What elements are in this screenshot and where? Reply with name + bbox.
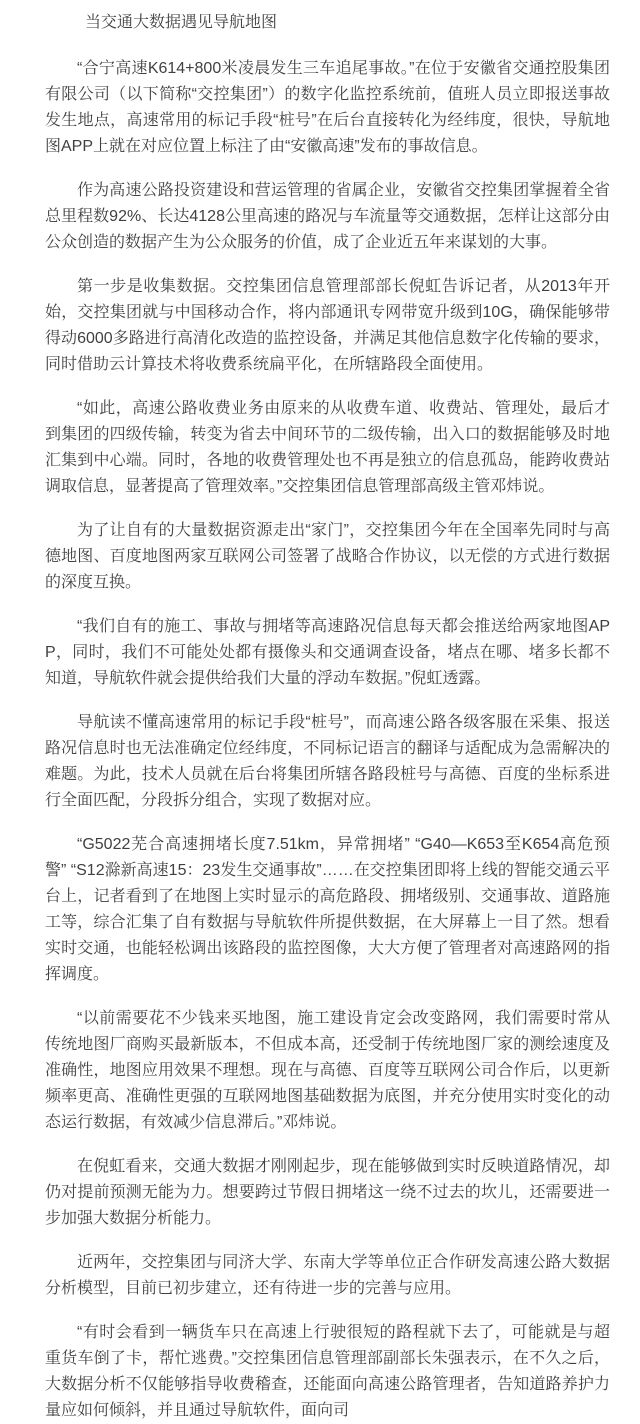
article-title: 当交通大数据遇见导航地图 — [85, 14, 278, 31]
article-paragraph: “合宁高速K614+800米凌晨发生三车追尾事故。”在位于安徽省交通控股集团有限公司（以下简称“交控集团”）的数字化监控系统前，值班人员立即报送事故发生地点，高速常用的标记手段“桩号”在后台直接转化为经纬度，很快，导航地图APP上就在对应位置上标注了由“安徽高速”发布的事故信息。 — [45, 60, 610, 155]
article-paragraph: “有时会看到一辆货车只在高速上行驶很短的路程就下去了，可能就是与超重货车倒了卡，帮忙逃费。”交控集团信息管理部副部长朱强表示，在不久之后，大数据分析不仅能够指导收费稽查，还能面向高速公路管理者，告知道路养护力量应如何倾斜，并且通过导航软件，面向司 — [45, 1324, 610, 1419]
article-paragraph: “以前需要花不少钱来买地图，施工建设肯定会改变路网，我们需要时常从传统地图厂商购买最新版本，不但成本高，还受制于传统地图厂家的测绘速度及准确性，地图应用效果不理想。现在与高德、百度等互联网公司合作后，以更新频率更高、准确性更强的互联网地图基础数据为底图，并充分使用实时变化的动态运行数据，有效减少信息滞后。”邓炜说。 — [45, 1010, 610, 1131]
article-paragraph: 导航读不懂高速常用的标记手段“桩号”，而高速公路各级客服在采集、报送路况信息时也无法准确定位经纬度，不同标记语言的翻译与适配成为急需解决的难题。为此，技术人员就在后台将集团所辖各路段桩号与高德、百度的坐标系进行全面匹配，分段拆分组合，实现了数据对应。 — [45, 714, 610, 809]
article-paragraph: 作为高速公路投资建设和营运管理的省属企业，安徽省交控集团掌握着全省总里程数92%、长达4128公里高速的路况与车流量等交通数据，怎样让这部分由公众创造的数据产生为公众服务的价值，成了企业近五年来谋划的大事。 — [45, 182, 610, 251]
article-body — [45, 56, 610, 1424]
article-paragraph: “如此，高速公路收费业务由原来的从收费车道、收费站、管理处，最后才到集团的四级传输，转变为省去中间环节的二级传输，出入口的数据能够及时地汇集到中心端。同时，各地的收费管理处也不再是独立的信息孤岛，能跨收费站调取信息，显著提高了管理效率。”交控集团信息管理部高级主管邓炜说。 — [45, 400, 610, 495]
article-paragraph: “我们自有的施工、事故与拥堵等高速路况信息每天都会推送给两家地图APP，同时，我们不可能处处都有摄像头和交通调查设备，堵点在哪、堵多长都不知道，导航软件就会提供给我们大量的浮动车数据。”倪虹透露。 — [45, 618, 610, 687]
article-paragraph: 为了让自有的大量数据资源走出“家门”，交控集团今年在全国率先同时与高德地图、百度地图两家互联网公司签署了战略合作协议，以无偿的方式进行数据的深度互换。 — [45, 522, 610, 591]
article-paragraph: 近两年，交控集团与同济大学、东南大学等单位正合作研发高速公路大数据分析模型，目前已初步建立，还有待进一步的完善与应用。 — [45, 1254, 610, 1297]
article-paragraph: “G5022芜合高速拥堵长度7.51km，异常拥堵” “G40—K653至K654高危预警” “S12滁新高速15：23发生交通事故”……在交控集团即将上线的智能交通云平台上，记者看到了在地图上实时显示的高危路段、拥堵级别、交通事故、道路施工等，综合汇集了自有数据与导航软件所提供数据，在大屏幕上一目了然。想看实时交通，也能轻松调出该路段的监控图像，大大方便了管理者对高速路网的指挥调度。 — [45, 836, 610, 983]
article-paragraph: 第一步是收集数据。交控集团信息管理部部长倪虹告诉记者，从2013年开始，交控集团就与中国移动合作，将内部通讯专网带宽升级到10G，确保能够带得动6000多路进行高清化改造的监控设备，并满足其他信息数字化传输的要求，同时借助云计算技术将收费系统扁平化，在所辖路段全面使用。 — [45, 278, 610, 373]
article-paragraph: 在倪虹看来，交通大数据才刚刚起步，现在能够做到实时反映道路情况，却仍对提前预测无能为力。想要跨过节假日拥堵这一绕不过去的坎儿，还需要进一步加强大数据分析能力。 — [45, 1158, 610, 1227]
